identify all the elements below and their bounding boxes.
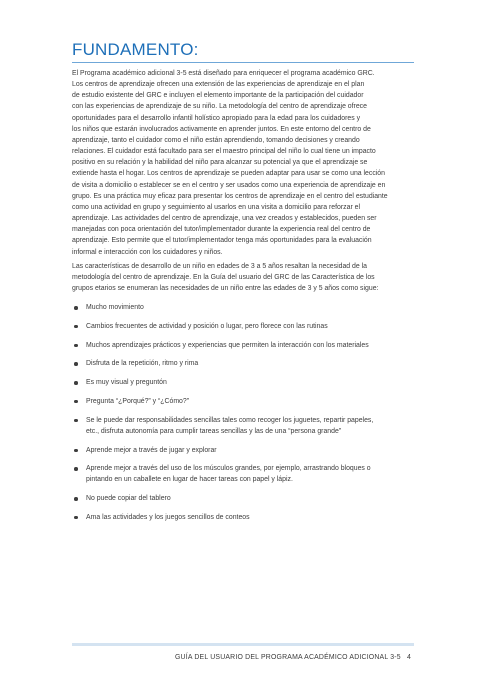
list-item bbox=[72, 358, 418, 369]
list-item-text: Aprende mejor a través del uso de los músculos grandes, por ejemplo, arrastrando bloques o bbox=[86, 465, 371, 473]
text-line: de estudio existente del GRC e incluyen el elemento importante de la participación del cuidador bbox=[72, 92, 364, 100]
text-line: relaciones. El cuidador está facultado para ser el maestro principal del niño lo cual tiene un impacto bbox=[72, 148, 376, 156]
needs-list bbox=[72, 302, 418, 523]
bullet-icon bbox=[74, 449, 78, 453]
paragraph-characteristics bbox=[72, 261, 418, 294]
list-item bbox=[72, 463, 418, 485]
list-item bbox=[72, 377, 418, 388]
list-item-text: Disfruta de la repetición, ritmo y rima bbox=[86, 360, 199, 368]
text-line: informal e interacción con los cuidadores y niños. bbox=[72, 248, 223, 256]
bullet-icon bbox=[74, 467, 78, 471]
list-item-text: pintando en un caballete en lugar de hacer tareas con papel y lápiz. bbox=[86, 476, 293, 484]
text-line: oportunidades para el desarrollo infantil holístico apropiado para la edad para los cuidadores y bbox=[72, 114, 361, 122]
bullet-icon bbox=[74, 306, 78, 310]
text-line: como una actividad en grupo y seguimiento al usarlos en una visita a domicilio para reforzar el bbox=[72, 203, 361, 211]
list-item bbox=[72, 396, 418, 407]
list-item-text: Ama las actividades y los juegos sencillos de conteos bbox=[86, 513, 250, 521]
heading-underline bbox=[72, 62, 414, 63]
body-text bbox=[72, 68, 418, 531]
list-item-text: Aprende mejor a través de jugar y explorar bbox=[86, 446, 217, 454]
list-item-text: etc., disfruta autonomía para cumplir tareas sencillas y las de una “persona grande” bbox=[86, 427, 342, 435]
list-item bbox=[72, 493, 418, 504]
text-line: aprendizaje. Las actividades del centro de aprendizaje, una vez creados y establecidos, pueden ser bbox=[72, 215, 377, 223]
text-line: Las características de desarrollo de un niño en edades de 3 a 5 años resaltan la necesidad de la bbox=[72, 262, 367, 270]
bullet-icon bbox=[74, 362, 78, 366]
text-line: metodología del centro de aprendizaje. En la Guía del usuario del GRC de las Característica de los bbox=[72, 273, 375, 281]
list-item-text: Mucho movimiento bbox=[86, 304, 144, 312]
page-number: 4 bbox=[407, 654, 411, 661]
list-item-text: Es muy visual y preguntón bbox=[86, 379, 167, 387]
bullet-icon bbox=[74, 400, 78, 404]
footer-title: GUÍA DEL USUARIO DEL PROGRAMA ACADÉMICO ADICIONAL 3-5 bbox=[175, 654, 401, 661]
text-line: grupos etarios se enumeran las necesidades de un niño entre las edades de 3 y 5 años como sigue: bbox=[72, 284, 379, 292]
bullet-icon bbox=[74, 516, 78, 520]
text-line: extiende hasta el hogar. Los centros de aprendizaje se pueden adaptar para usar se como una lección bbox=[72, 170, 385, 178]
bullet-icon bbox=[74, 344, 78, 348]
list-item-text: Se le puede dar responsabilidades sencillas tales como recoger los juguetes, repartir papeles, bbox=[86, 416, 374, 424]
text-line: con las experiencias de aprendizaje de su niño. La metodología del centro de aprendizaje ofrece bbox=[72, 103, 367, 111]
section-heading: FUNDAMENTO: bbox=[72, 40, 199, 59]
text-line: aprendizaje, tanto el cuidador como el niño están aprendiendo, tomando decisiones y creando bbox=[72, 136, 360, 144]
text-line: grupo. Es una práctica muy eficaz para presentar los centros de aprendizaje en el centro del estudiante bbox=[72, 192, 388, 200]
list-item bbox=[72, 445, 418, 456]
text-line: de visita a domicilio o establecer se en el centro y ser usados como una experiencia de aprendizaje en bbox=[72, 181, 386, 189]
text-line: El Programa académico adicional 3-5 está diseñado para enriquecer el programa académico GRC. bbox=[72, 70, 375, 77]
list-item bbox=[72, 415, 418, 437]
footer-rule bbox=[72, 643, 414, 646]
list-item bbox=[72, 512, 418, 523]
list-item bbox=[72, 340, 418, 351]
text-line: los niños que estarán involucrados activamente en aprender juntos. En este entorno del centro de bbox=[72, 125, 371, 133]
list-item-text: Muchos aprendizajes prácticos y experiencias que permiten la interacción con los materiales bbox=[86, 341, 369, 349]
text-line: Los centros de aprendizaje ofrecen una extensión de las experiencias de aprendizaje en el plan bbox=[72, 81, 365, 89]
text-line: positivo en su relación y la habilidad del niño para alcanzar su potencial ya que el aprendizaje se bbox=[72, 159, 368, 167]
text-line: aprendizaje. Esto permite que el tutor/implementador tenga más oportunidades para la evaluación bbox=[72, 237, 372, 245]
bullet-icon bbox=[74, 497, 78, 501]
list-item bbox=[72, 321, 418, 332]
bullet-icon bbox=[74, 381, 78, 385]
paragraph-rationale bbox=[72, 68, 418, 258]
list-item-text: Pregunta “¿Porqué?” y “¿Cómo?” bbox=[86, 397, 190, 405]
list-item-text: No puede copiar del tablero bbox=[86, 495, 171, 503]
text-line: manejadas con poca orientación del tutor/implementador durante la experiencia real del centro de bbox=[72, 226, 371, 234]
list-item bbox=[72, 302, 418, 313]
list-item-text: Cambios frecuentes de actividad y posición o lugar, pero florece con las rutinas bbox=[86, 322, 328, 330]
bullet-icon bbox=[74, 419, 78, 423]
bullet-icon bbox=[74, 325, 78, 329]
